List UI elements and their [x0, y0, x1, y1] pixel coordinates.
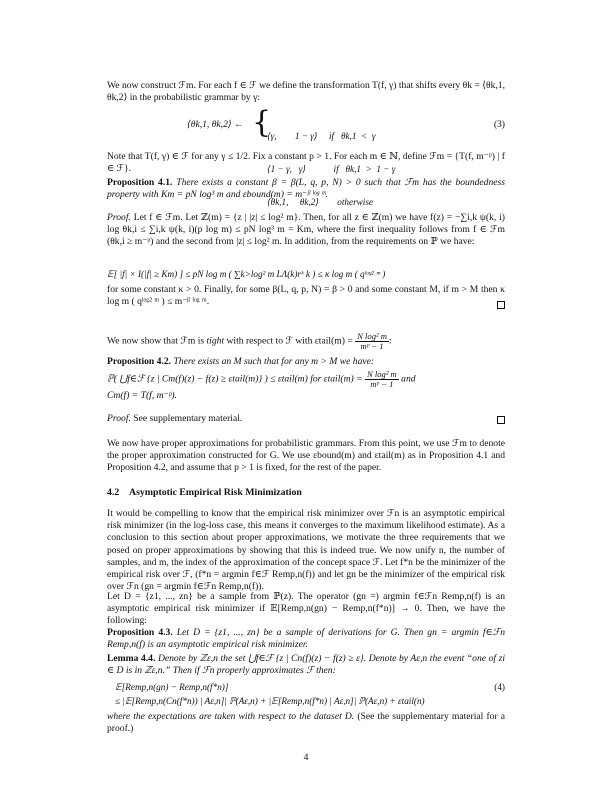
proposition-inequality: ℙ( ⋃f∈ℱ {z | Cm(f)(z) − f(z) ≥ εtail(m)} ) ≤ εtail(m) for εtail(m) =	[107, 373, 363, 385]
lemma-label: Lemma 4.4.	[107, 653, 156, 664]
proof-label: Proof.	[107, 212, 131, 223]
case-row-3: ⟨θk,1, θk,2⟩ otherwise	[267, 197, 374, 207]
proof-4-2	[107, 413, 505, 425]
case-row-1: ⟨γ, 1 − γ⟩ if θk,1 < γ	[267, 131, 376, 141]
tightness-middle: with respect to ℱ with εtail(m) =	[224, 335, 356, 347]
proof-conclusion: for some constant κ > 0. Finally, for some β(L, q, p, N) = β > 0 and some constant M, if m > M then κ log m ( qˡᵒᵍ² ᵐ ) ≤ m⁻ᵝ ˡᵒᵍ ᵐ.	[107, 284, 505, 308]
page-number: 4	[303, 752, 309, 763]
paragraph-proper-approximations: We now have proper approximations for probabilistic grammars. From this point, we use ℱm to denote the proper approximation constructed for G. We use εbound(m) and εtail(m) as in Proposition 4.1 and Proposition 4.2, and assume that p > 1 is fixed, for the rest of the paper.	[107, 438, 505, 474]
paragraph-sample: Let D = {z1, ..., zn} be a sample from ℙ(z). The operator (gn =) argmin f∈ℱn Remp,n(f) is an asymptotic empirical risk minimizer if 𝔼[Remp,n(gn) − Remp,n(f*n)] → 0. Then, we have the following:	[107, 591, 505, 627]
tightness-keyword: tight	[206, 335, 225, 347]
proof-4-1	[107, 212, 505, 249]
fraction-denominator: mᵖ − 1	[360, 341, 384, 351]
lemma-text: Denote by ℤε,n the set ⋃f∈ℱ {z | Cn(f)(z) − f(z) ≥ ε}. Denote by Aε,n the event “one of zi ∈ D is in ℤε,n.” Then if ℱn properly approximates ℱ then:	[107, 653, 505, 677]
fraction-numerator: N log² m	[357, 331, 387, 341]
fraction-denominator: mᵖ − 1	[370, 379, 394, 390]
brace-icon: {	[252, 105, 272, 140]
equation-number: (4)	[494, 682, 505, 692]
equation-3-lhs: ⟨θk,1, θk,2⟩ ←	[187, 119, 244, 130]
proposition-4-2	[107, 356, 505, 402]
section-heading	[107, 487, 302, 499]
proposition-definition: Cm(f) = T(f, m⁻ᵖ).	[107, 390, 177, 402]
expectation-note: where the expectations are taken with respect to the dataset D.	[107, 711, 355, 722]
epsilon-tail-fraction	[355, 332, 389, 351]
proposition-text: Let D = {z1, ..., zn} be a sample of derivations for G. Then gn = argmin f∈ℱn Remp,n(f) is an asymptotic empirical risk minimizer.	[107, 627, 505, 651]
section-number: 4.2	[107, 487, 120, 498]
section-title: Asymptotic Empirical Risk Minimization	[129, 487, 302, 498]
proposition-label: Proposition 4.2.	[107, 356, 172, 367]
tightness-suffix: :	[388, 335, 392, 347]
epsilon-tail-fraction	[365, 370, 399, 389]
paragraph-expectations	[107, 711, 505, 735]
proof-text: See supplementary material.	[130, 413, 243, 424]
qed-icon	[497, 416, 505, 424]
paragraph-construct: We now construct ℱm. For each f ∈ ℱ we define the transformation T(f, γ) that shifts every θk = ⟨θk,1, θk,2⟩ in the probabilistic grammar by γ:	[107, 80, 505, 104]
equation-4-line-2: ≤ |𝔼[Remp,n(Cn(f*n)) | Aε,n]| ℙ(Aε,n) + |𝔼[Remp,n(f*n) | Aε,n]| ℙ(Aε,n) + εtail(n)	[115, 696, 425, 706]
proposition-label: Proposition 4.1.	[107, 177, 173, 188]
proposition-4-3	[107, 627, 505, 651]
equation-4-line-1: 𝔼[Remp,n(gn) − Remp,n(f*n)]	[115, 682, 229, 692]
paragraph-note: Note that T(f, γ) ∈ ℱ for any γ ≤ 1/2. Fix a constant p > 1. For each m ∈ ℕ, define ℱm = {T(f, m⁻ᵖ) | f ∈ ℱ}.	[107, 151, 505, 175]
tightness-statement	[107, 332, 505, 351]
proposition-text: There exists a constant β = β(L, q, p, N) > 0 such that ℱm has the boundedness property with Km = pN log³ m and εbound(m) = m⁻ᵝ ˡᵒᵍ ᵐ.	[107, 177, 506, 201]
proposition-4-1	[107, 177, 505, 201]
supplementary-reference: (See the supplementary material for a proof.)	[107, 711, 505, 735]
proposition-and: and	[398, 373, 416, 385]
proof-text: Let f ∈ ℱm. Let ℤ(m) = {z | |z| ≤ log² m}. Then, for all z ∈ ℤ(m) we have f(z) = −∑i,k ψ(k, i) log θk,i ≤ ∑i,k ψ(k, i)(p log m) ≤ pN log³ m = Km, where the first inequality follows from f ∈ ℱm (θk,i ≥ m⁻ᵖ) and the second from |z| ≤ log² m. In addition, from the requirements on ℙ we have:	[107, 212, 505, 248]
equation-number: (3)	[493, 119, 505, 130]
tightness-prefix: We now show that ℱm is	[107, 335, 207, 347]
proof-inequality: 𝔼[ |f| × I(|f| ≥ Km) ] ≤ pN log m ( ∑k>log² m LΛ(k)rᵏ k ) ≤ κ log m ( qˡᵒᵍ² ᵐ )	[107, 269, 386, 279]
case-row-2: ⟨1 − γ, γ⟩ if θk,1 > 1 − γ	[267, 164, 396, 174]
proposition-text: There exists an M such that for any m > M we have:	[171, 356, 375, 367]
paragraph-asymptotic: It would be compelling to know that the empirical risk minimizer over ℱn is an asymptotic empirical risk minimizer (in the log-loss case, this means it converges to the maximum likelihood estimate). As a conclusion to this section about proper approximations, we motivate the three requirements that we posed on proper approximations by showing that this is indeed true. We now unify n, the number of samples, and m, the index of the approximation of the concept space ℱ. Let f*n be the minimizer of the empirical risk over ℱ, (f*n = argmin f∈ℱ Remp,n(f)) and let gn be the minimizer of the empirical risk over ℱn (gn = argmin f∈ℱn Remp,n(f)).	[107, 508, 505, 593]
proposition-label: Proposition 4.3.	[107, 627, 173, 638]
proof-label: Proof.	[107, 413, 131, 424]
qed-icon	[497, 301, 505, 309]
fraction-numerator: N log² m	[366, 369, 397, 380]
lemma-4-4	[107, 653, 505, 677]
